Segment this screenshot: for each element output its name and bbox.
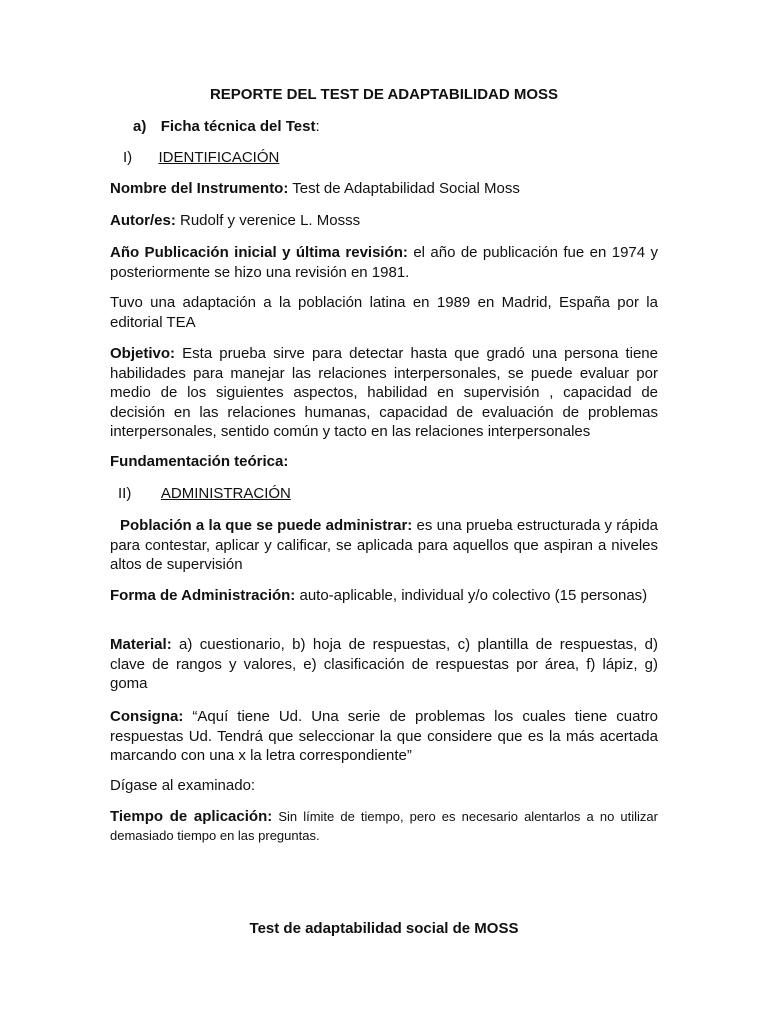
material-value: a) cuestionario, b) hoja de respuestas, c) plantilla de respuestas, d) clave de rangos y valores, e) clasificación de respuestas por área, f) lápiz, g) goma	[110, 636, 658, 692]
subsection-a-label: Ficha técnica del Test	[160, 118, 316, 135]
footer-title: Test de adaptabilidad social de MOSS	[249, 920, 519, 937]
anio-value: el año de publicación fue en 1974 y posteriormente se hizo una revisión en 1981.	[110, 244, 658, 281]
section-2-label: ADMINISTRACIÓN	[160, 485, 291, 502]
section-2-heading	[118, 484, 666, 504]
section-1-label: IDENTIFICACIÓN	[158, 149, 280, 166]
objetivo-field	[110, 344, 658, 442]
section-1-numeral: I)	[123, 149, 133, 166]
forma-label: Forma de Administración:	[110, 587, 296, 604]
objetivo-value: Esta prueba sirve para detectar hasta que gradó una persona tiene habilidades para manejar las relaciones interpersonales, se puede evaluar por medio de los siguientes aspectos, habilidad en supervisión , capacidad de decisión en las relaciones humanas, capacidad de evaluación de problemas interpersonales, sentido común y tacto en las relaciones interpersonales	[110, 345, 658, 440]
poblacion-field	[110, 516, 658, 575]
section-2-numeral: II)	[118, 485, 132, 502]
report-title: REPORTE DEL TEST DE ADAPTABILIDAD MOSS	[209, 86, 559, 103]
subsection-a-suffix: :	[315, 118, 320, 135]
adaptacion-paragraph: Tuvo una adaptación a la población latina en 1989 en Madrid, España por la editorial TEA	[110, 294, 658, 331]
fundamentacion-heading: Fundamentación teórica:	[110, 453, 289, 470]
poblacion-label: Población a la que se puede administrar:	[120, 517, 413, 534]
consigna-value: “Aquí tiene Ud. Una serie de problemas los cuales tiene cuatro respuestas Ud. Tendrá que seleccionar la que considere que es la más acertada marcando con una x la letra correspondiente”	[110, 708, 658, 764]
forma-value: auto-aplicable, individual y/o colectivo (15 personas)	[295, 587, 648, 604]
autor-value: Rudolf y verenice L. Mosss	[175, 212, 361, 229]
tiempo-value: Sin límite de tiempo, pero es necesario alentarlos a no utilizar demasiado tiempo en las preguntas.	[110, 809, 658, 843]
nombre-value: Test de Adaptabilidad Social Moss	[288, 180, 520, 197]
consigna-field	[110, 707, 658, 766]
autor-field	[110, 211, 658, 231]
section-1-heading	[123, 148, 671, 168]
digase-paragraph: Dígase al examinado:	[110, 777, 256, 794]
nombre-label: Nombre del Instrumento:	[110, 180, 289, 197]
anio-label: Año Publicación inicial y última revisión:	[110, 244, 408, 261]
material-field	[110, 635, 658, 694]
subsection-a-marker: a)	[133, 118, 147, 135]
material-label: Material:	[110, 636, 172, 653]
anio-field	[110, 243, 658, 282]
forma-field	[110, 586, 658, 606]
subsection-a-heading	[133, 117, 681, 137]
consigna-label: Consigna:	[110, 708, 184, 725]
autor-label: Autor/es:	[110, 212, 176, 229]
tiempo-label: Tiempo de aplicación:	[110, 808, 273, 825]
tiempo-field	[110, 807, 658, 845]
poblacion-value: es una prueba estructurada y rápida para contestar, aplicar y calificar, se aplicada para aquellos que aspiran a niveles altos de supervisión	[110, 517, 659, 573]
objetivo-label: Objetivo:	[110, 345, 176, 362]
nombre-field	[110, 179, 658, 199]
